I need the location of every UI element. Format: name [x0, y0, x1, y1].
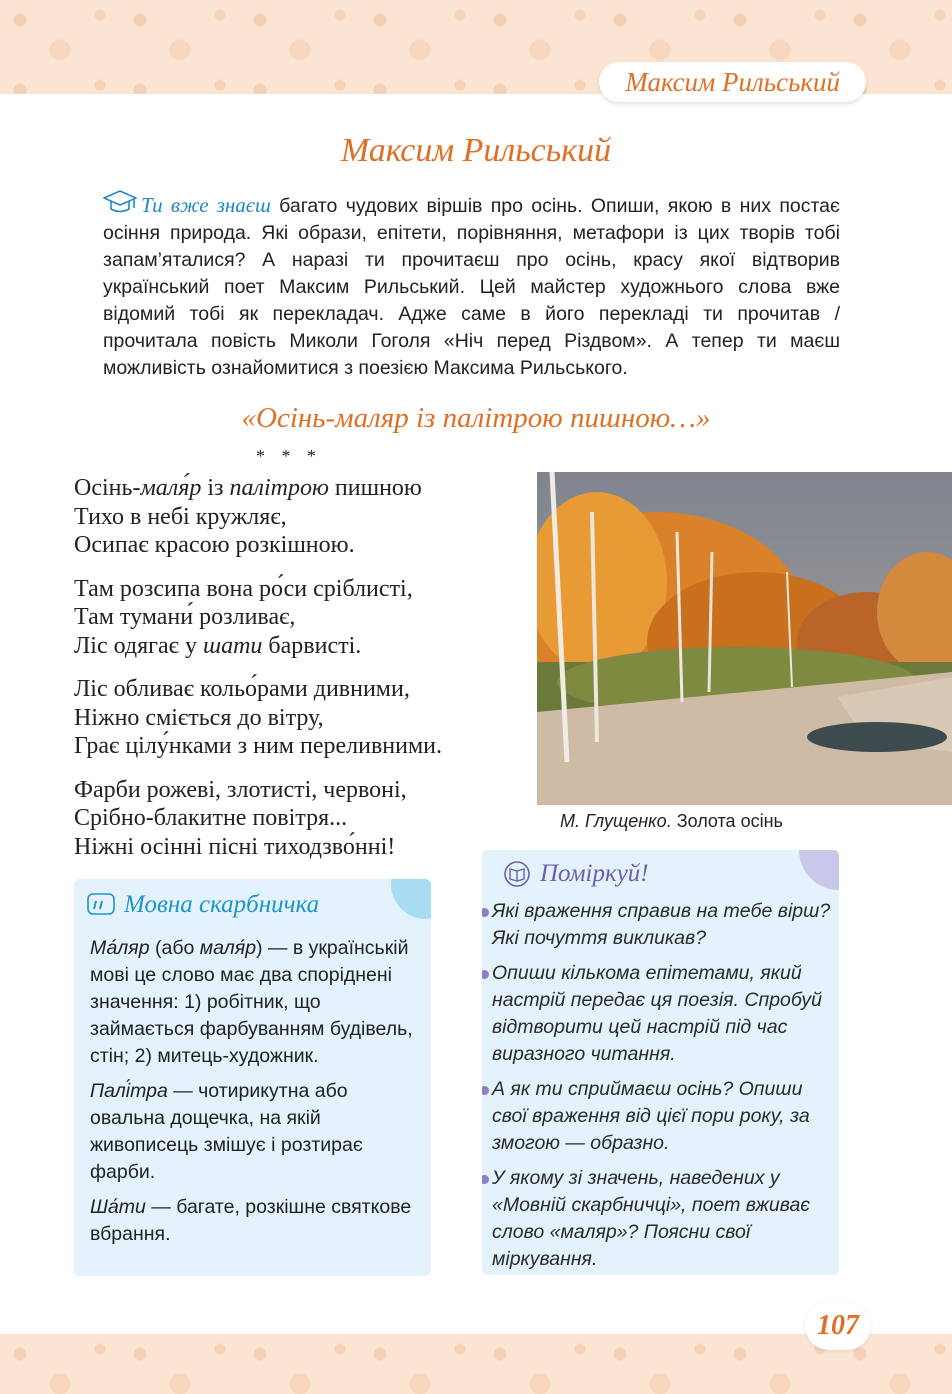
intro-paragraph — [103, 188, 840, 382]
intro-text: багато чудових віршів про осінь. Опиши, якою в них постає осіння природа. Які образи, епітети, порівняння, метафори із цих творів тобі запам’яталися? А наразі ти прочитаєш про осінь, красу якої відтворив український поет Максим Рильський. Цей майстер художнього слова вже відомий тобі як перекладач. Адже саме в його перекладі ти прочитав / прочитала повість Миколи Гоголя «Ніч перед Різдвом». А тепер ти маєш можливість ознайомитися з поезією Максима Рильського. — [103, 195, 840, 379]
painting-image — [537, 472, 952, 805]
stanza — [74, 675, 534, 761]
intro-lead: Ти вже знаєш — [141, 193, 271, 217]
painting-golden-autumn — [537, 472, 952, 805]
poem-line: Ніжні осінні пісні тиходзво́нні! — [74, 833, 396, 860]
open-book-icon — [502, 860, 532, 888]
page-title: Максим Рильський — [340, 132, 612, 169]
quote-icon — [86, 891, 116, 919]
treasury-entry: Палі́тра — чотирикутна або овальна дощечка, на якій живописець змішує і розтирає фарби. — [90, 1080, 363, 1183]
poem-line: Ліс обливає кольо́рами дивними, — [74, 676, 410, 702]
language-treasury-box — [74, 879, 431, 1276]
treasury-text — [90, 935, 420, 1256]
treasury-entry: Ма́ляр (або маля́р) — в українській мові це слово має два споріднені значення: 1) робітник, що займається фарбуванням будівель, стін; 2) митець-художник. — [90, 937, 413, 1067]
page-number: 107 — [805, 1302, 871, 1350]
poem-line: Срібно-блакитне повітря... — [74, 805, 348, 831]
stanza — [74, 474, 534, 560]
poem-line: Тихо в небі кружляє, — [74, 503, 287, 530]
poem-line: Ніжно сміється до вітру, — [74, 704, 324, 731]
think-box — [482, 850, 839, 1275]
poem-line: Там розсипа вона ро́си сріблисті, — [74, 575, 413, 602]
poem-line: Осінь-маля́р із палітрою пишною — [74, 475, 422, 501]
poem-line: Грає цілу́нками з ним переливними. — [74, 733, 443, 759]
bottom-ornament-band — [0, 1334, 952, 1394]
list-item: У якому зі значень, наведених у «Мовній скарбничці», поет вживає слово «маляр»? Поясни свої міркування. — [482, 1165, 832, 1273]
think-list — [482, 898, 832, 1275]
decor-corner — [799, 850, 839, 890]
think-heading: Поміркуй! — [502, 860, 649, 888]
poem-line: Фарби рожеві, злотисті, червоні, — [74, 776, 407, 803]
poem-text — [74, 474, 534, 876]
painting-caption: М. Глущенко. Золота осінь — [560, 811, 783, 831]
stanza — [74, 776, 534, 862]
treasury-heading: Мовна скарбничка — [86, 891, 319, 919]
stanza — [74, 575, 534, 661]
treasury-entry: Ша́ти — багате, розкішне святкове вбрання. — [90, 1196, 412, 1245]
list-item: А як ти сприймаєш осінь? Опиши свої враження від цієї пори року, за змогою — образно. — [482, 1076, 832, 1157]
decor-corner — [391, 879, 431, 919]
running-header: Максим Рильський — [599, 62, 866, 102]
poem-title: «Осінь-маляр із палітрою пишною…» — [241, 402, 711, 434]
list-item: Опиши кількома епітетами, який настрій передає ця поезія. Спробуй відтворити цей настрій під час виразного читання. — [482, 960, 832, 1068]
poem-line: Осипає красою розкішною. — [74, 532, 355, 558]
poem-stars: * * * — [256, 446, 322, 466]
poem-line: Там тумани́ розливає, — [74, 604, 296, 630]
graduation-cap-icon — [103, 188, 137, 218]
list-item: Які враження справив на тебе вірш? Які почуття викликав? — [482, 898, 832, 952]
poem-line: Ліс одягає у шати барвисті. — [74, 632, 362, 659]
